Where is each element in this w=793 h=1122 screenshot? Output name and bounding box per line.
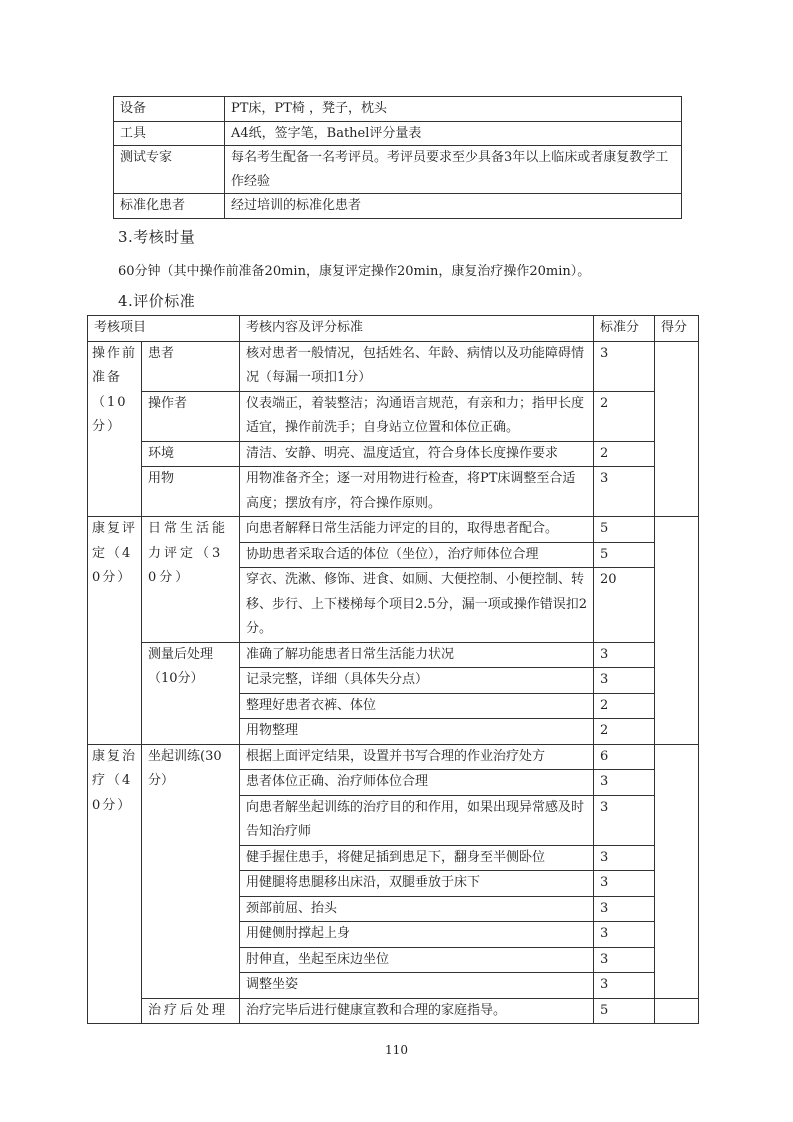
obtained-score-cell[interactable] xyxy=(655,998,699,1024)
content-cell: 协助患者采取合适的体位（坐位），治疗师体位合理 xyxy=(240,542,594,568)
score-cell: 3 xyxy=(594,973,655,999)
score-cell: 2 xyxy=(594,391,655,441)
obtained-score-cell[interactable] xyxy=(655,517,699,745)
category-cell: 操作前准备（10分） xyxy=(88,341,142,517)
header-row xyxy=(88,316,699,342)
score-cell: 5 xyxy=(594,998,655,1024)
content-cell: 整理好患者衣裤、体位 xyxy=(240,693,594,719)
content-cell: 用物整理 xyxy=(240,719,594,745)
table-row xyxy=(114,97,682,122)
content-cell: 健手握住患手，将健足插到患足下，翻身至半侧卧位 xyxy=(240,845,594,871)
content-cell: 肘伸直，坐起至床边坐位 xyxy=(240,947,594,973)
score-cell: 2 xyxy=(594,441,655,467)
category-cell: 康复评定（40分） xyxy=(88,517,142,745)
score-cell: 3 xyxy=(594,795,655,845)
header-standard-score: 标准分 xyxy=(594,316,655,342)
resource-value: 经过培训的标准化患者 xyxy=(225,194,682,219)
score-cell: 3 xyxy=(594,770,655,796)
table-row xyxy=(114,146,682,194)
content-cell: 用物准备齐全；逐一对用物进行检查，将PT床调整至合适高度；摆放有序，符合操作原则。 xyxy=(240,467,594,517)
table-row xyxy=(88,642,699,668)
duration-text: 60分钟（其中操作前准备20min，康复评定操作20min，康复治疗操作20min）。 xyxy=(118,264,591,279)
score-cell: 3 xyxy=(594,642,655,668)
table-row xyxy=(88,441,699,467)
content-cell: 颈部前屈、抬头 xyxy=(240,896,594,922)
obtained-score-cell[interactable] xyxy=(655,744,699,998)
score-cell: 3 xyxy=(594,896,655,922)
obtained-score-cell[interactable] xyxy=(655,341,699,517)
content-cell: 仪表端正，着装整洁；沟通语言规范，有亲和力；指甲长度适宜，操作前洗手；自身站立位置和体位正确。 xyxy=(240,391,594,441)
group-cell: 用物 xyxy=(142,467,240,517)
score-cell: 3 xyxy=(594,668,655,694)
score-cell: 3 xyxy=(594,467,655,517)
page-number: 110 xyxy=(385,1043,408,1057)
content-cell: 向患者解坐起训练的治疗目的和作用，如果出现异常感及时告知治疗师 xyxy=(240,795,594,845)
group-cell: 治疗后处理 xyxy=(142,998,240,1024)
table-row xyxy=(88,744,699,770)
group-cell: 日常生活能力评定（30分） xyxy=(142,517,240,643)
content-cell: 患者体位正确、治疗师体位合理 xyxy=(240,770,594,796)
resource-value: A4纸，签字笔，Bathel评分量表 xyxy=(225,121,682,146)
resource-label: 测试专家 xyxy=(114,146,225,194)
group-cell: 患者 xyxy=(142,341,240,391)
resource-value: PT床，PT椅 ，凳子，枕头 xyxy=(225,97,682,122)
content-cell: 穿衣、洗漱、修饰、进食、如厕、大便控制、小便控制、转移、步行、上下楼梯每个项目2.5分，漏一项或操作错误扣2分。 xyxy=(240,568,594,643)
content-cell: 准确了解功能患者日常生活能力状况 xyxy=(240,642,594,668)
category-cell: 康复治疗（40分） xyxy=(88,744,142,1024)
table-row xyxy=(88,391,699,441)
content-cell: 根据上面评定结果，设置并书写合理的作业治疗处方 xyxy=(240,744,594,770)
group-cell: 坐起训练(30分） xyxy=(142,744,240,998)
criteria-table xyxy=(87,315,699,1024)
score-cell: 2 xyxy=(594,693,655,719)
content-cell: 用健侧肘撑起上身 xyxy=(240,922,594,948)
content-cell: 调整坐姿 xyxy=(240,973,594,999)
group-cell: 环境 xyxy=(142,441,240,467)
table-row xyxy=(88,467,699,517)
score-cell: 2 xyxy=(594,719,655,745)
content-cell: 记录完整，详细（具体失分点） xyxy=(240,668,594,694)
content-cell: 用健腿将患腿移出床沿，双腿垂放于床下 xyxy=(240,871,594,897)
score-cell: 3 xyxy=(594,947,655,973)
header-obtained-score: 得分 xyxy=(655,316,699,342)
resource-label: 标准化患者 xyxy=(114,194,225,219)
header-content: 考核内容及评分标准 xyxy=(240,316,594,342)
resource-label: 设备 xyxy=(114,97,225,122)
group-cell: 测量后处理（10分） xyxy=(142,642,240,744)
resource-value: 每名考生配备一名考评员。考评员要求至少具备3年以上临床或者康复教学工作经验 xyxy=(225,146,682,194)
score-cell: 5 xyxy=(594,517,655,543)
table-row xyxy=(88,998,699,1024)
content-cell: 治疗完毕后进行健康宣教和合理的家庭指导。 xyxy=(240,998,594,1024)
content-cell: 向患者解释日常生活能力评定的目的，取得患者配合。 xyxy=(240,517,594,543)
table-row xyxy=(114,121,682,146)
table-row xyxy=(114,194,682,219)
resources-table xyxy=(113,96,682,219)
score-cell: 20 xyxy=(594,568,655,643)
section-heading-criteria: 4.评价标准 xyxy=(118,292,196,310)
score-cell: 6 xyxy=(594,744,655,770)
table-row xyxy=(88,341,699,391)
group-cell: 操作者 xyxy=(142,391,240,441)
content-cell: 核对患者一般情况，包括姓名、年龄、病情以及功能障碍情况（每漏一项扣1分） xyxy=(240,341,594,391)
score-cell: 3 xyxy=(594,341,655,391)
table-row xyxy=(88,517,699,543)
section-heading-duration: 3.考核时量 xyxy=(118,228,196,246)
content-cell: 清洁、安静、明亮、温度适宜，符合身体长度操作要求 xyxy=(240,441,594,467)
score-cell: 3 xyxy=(594,922,655,948)
score-cell: 3 xyxy=(594,845,655,871)
resource-label: 工具 xyxy=(114,121,225,146)
score-cell: 5 xyxy=(594,542,655,568)
score-cell: 3 xyxy=(594,871,655,897)
header-item: 考核项目 xyxy=(88,316,240,342)
